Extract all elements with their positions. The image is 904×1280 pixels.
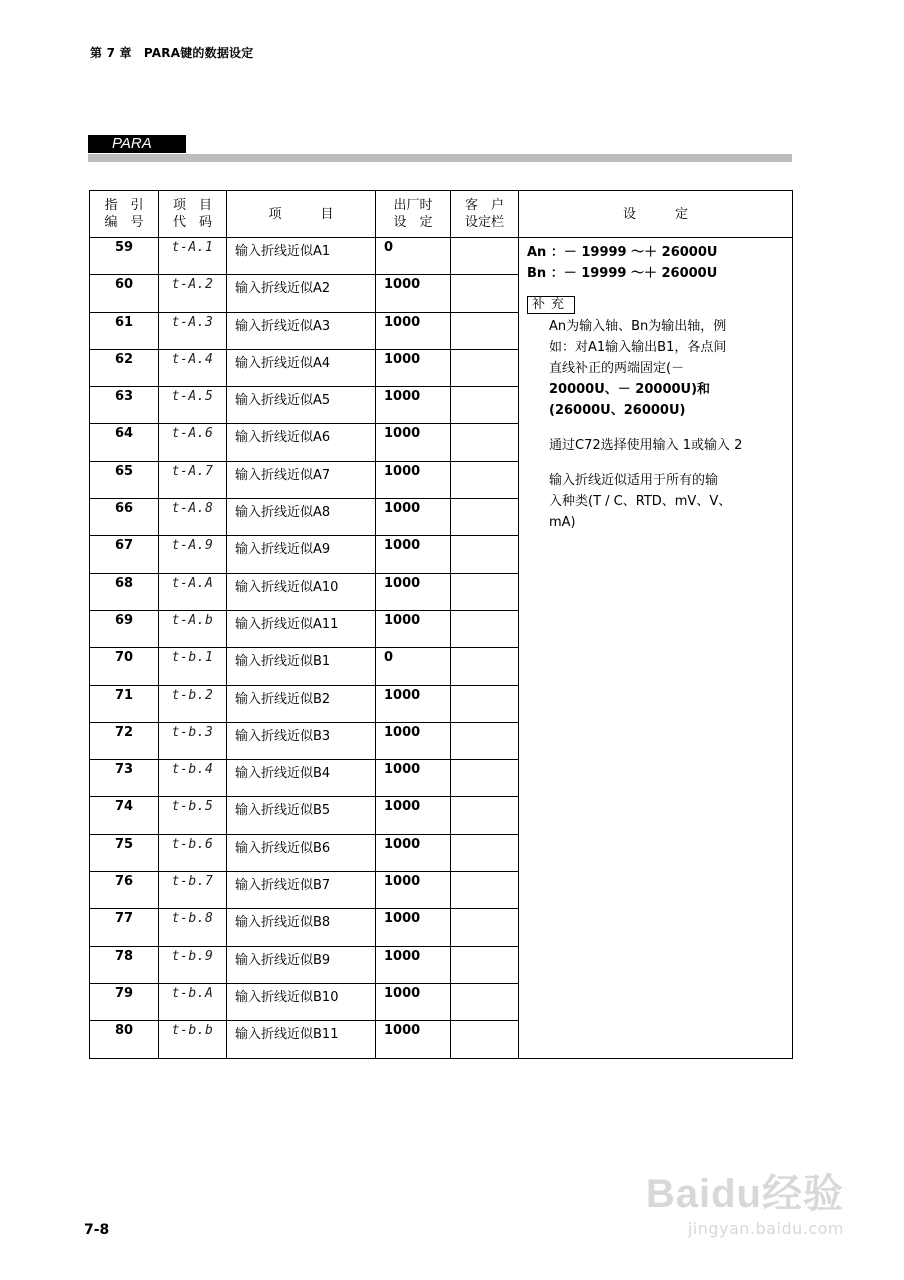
code-cell: t-A.2 — [159, 275, 227, 312]
col-header-code-l1: 项 目 — [172, 198, 212, 213]
index-cell: 66 — [90, 499, 159, 536]
customer-setting-cell — [451, 1021, 519, 1058]
factory-setting-cell: 0 — [376, 238, 451, 275]
watermark — [646, 1162, 844, 1238]
index-cell: 70 — [90, 648, 159, 685]
parameter-table — [89, 190, 793, 1059]
col-header-index — [90, 191, 159, 238]
index-cell: 74 — [90, 797, 159, 834]
customer-setting-cell — [451, 648, 519, 685]
code-cell: t-A.b — [159, 610, 227, 647]
customer-setting-cell — [451, 685, 519, 722]
index-cell: 75 — [90, 834, 159, 871]
index-cell: 79 — [90, 983, 159, 1020]
customer-setting-cell — [451, 760, 519, 797]
code-cell: t-A.4 — [159, 349, 227, 386]
index-cell: 73 — [90, 760, 159, 797]
code-cell: t-A.6 — [159, 424, 227, 461]
factory-setting-cell: 1000 — [376, 872, 451, 909]
applies-line-2: 入种类(T / C、RTD、mV、V、 — [549, 494, 732, 509]
factory-setting-cell: 1000 — [376, 499, 451, 536]
item-name-cell: 输入折线近似A2 — [227, 275, 376, 312]
item-name-cell: 输入折线近似A1 — [227, 238, 376, 275]
spacer — [527, 456, 784, 470]
supp-line-4: 20000U、－ 20000U)和 — [549, 382, 711, 397]
col-header-factory-l2: 设 定 — [393, 215, 433, 230]
item-name-cell: 输入折线近似A7 — [227, 461, 376, 498]
col-header-customer-l2: 设定栏 — [464, 215, 504, 230]
customer-setting-cell — [451, 722, 519, 759]
factory-setting-cell: 1000 — [376, 946, 451, 983]
watermark-url: jingyan.baidu.com — [687, 1219, 844, 1238]
customer-setting-cell — [451, 461, 519, 498]
input-select-note: 通过C72选择使用输入 1或输入 2 — [549, 438, 743, 453]
factory-setting-cell: 1000 — [376, 1021, 451, 1058]
factory-setting-cell: 1000 — [376, 536, 451, 573]
item-name-cell: 输入折线近似B2 — [227, 685, 376, 722]
item-name-cell: 输入折线近似A3 — [227, 312, 376, 349]
customer-setting-cell — [451, 834, 519, 871]
code-cell: t-A.8 — [159, 499, 227, 536]
code-cell: t-A.9 — [159, 536, 227, 573]
item-name-cell: 输入折线近似B8 — [227, 909, 376, 946]
customer-setting-cell — [451, 909, 519, 946]
supp-line-3: 直线补正的两端固定(－ — [549, 361, 685, 376]
spacer — [527, 421, 784, 435]
factory-setting-cell: 1000 — [376, 797, 451, 834]
col-header-code — [159, 191, 227, 238]
code-cell: t-b.6 — [159, 834, 227, 871]
index-cell: 59 — [90, 238, 159, 275]
supp-line-5: (26000U、26000U) — [549, 403, 686, 418]
customer-setting-cell — [451, 536, 519, 573]
customer-setting-cell — [451, 275, 519, 312]
index-cell: 62 — [90, 349, 159, 386]
section-rule — [88, 154, 792, 162]
factory-setting-cell: 1000 — [376, 760, 451, 797]
customer-setting-cell — [451, 872, 519, 909]
factory-setting-cell: 1000 — [376, 424, 451, 461]
an-range: An ：－ 19999 ～＋ 26000U — [527, 245, 718, 260]
index-cell: 76 — [90, 872, 159, 909]
customer-setting-cell — [451, 349, 519, 386]
item-name-cell: 输入折线近似B10 — [227, 983, 376, 1020]
supp-line-1: An为输入轴、Bn为输出轴，例 — [549, 319, 727, 334]
index-cell: 65 — [90, 461, 159, 498]
code-cell: t-b.A — [159, 983, 227, 1020]
supplement-label: 补充 — [527, 296, 575, 314]
code-cell: t-b.5 — [159, 797, 227, 834]
factory-setting-cell: 1000 — [376, 983, 451, 1020]
factory-setting-cell: 1000 — [376, 275, 451, 312]
factory-setting-cell: 1000 — [376, 834, 451, 871]
page-number: 7-8 — [84, 1222, 110, 1238]
item-name-cell: 输入折线近似A9 — [227, 536, 376, 573]
code-cell: t-b.8 — [159, 909, 227, 946]
col-header-factory — [376, 191, 451, 238]
customer-setting-cell — [451, 983, 519, 1020]
index-cell: 80 — [90, 1021, 159, 1058]
col-header-index-l2: 编 号 — [104, 215, 144, 230]
index-cell: 60 — [90, 275, 159, 312]
code-cell: t-b.4 — [159, 760, 227, 797]
factory-setting-cell: 1000 — [376, 610, 451, 647]
index-cell: 68 — [90, 573, 159, 610]
code-cell: t-A.7 — [159, 461, 227, 498]
code-cell: t-b.b — [159, 1021, 227, 1058]
item-name-cell: 输入折线近似B7 — [227, 872, 376, 909]
item-name-cell: 输入折线近似B3 — [227, 722, 376, 759]
code-cell: t-b.2 — [159, 685, 227, 722]
item-name-cell: 输入折线近似B6 — [227, 834, 376, 871]
customer-setting-cell — [451, 238, 519, 275]
item-name-cell: 输入折线近似B5 — [227, 797, 376, 834]
col-header-factory-l1: 出厂时 — [393, 198, 433, 213]
customer-setting-cell — [451, 573, 519, 610]
item-name-cell: 输入折线近似A10 — [227, 573, 376, 610]
bn-range: Bn ：－ 19999 ～＋ 26000U — [527, 266, 718, 281]
col-header-code-l2: 代 码 — [172, 215, 212, 230]
customer-setting-cell — [451, 499, 519, 536]
code-cell: t-A.1 — [159, 238, 227, 275]
code-cell: t-b.9 — [159, 946, 227, 983]
table-header-row — [90, 191, 793, 238]
col-header-customer-l1: 客 户 — [464, 198, 504, 213]
customer-setting-cell — [451, 946, 519, 983]
index-cell: 64 — [90, 424, 159, 461]
factory-setting-cell: 1000 — [376, 909, 451, 946]
code-cell: t-A.3 — [159, 312, 227, 349]
customer-setting-cell — [451, 387, 519, 424]
chapter-header: 第 7 章 PARA键的数据设定 — [90, 46, 254, 60]
factory-setting-cell: 1000 — [376, 461, 451, 498]
factory-setting-cell: 1000 — [376, 349, 451, 386]
item-name-cell: 输入折线近似A6 — [227, 424, 376, 461]
col-header-item: 项 目 — [227, 191, 376, 238]
index-cell: 63 — [90, 387, 159, 424]
factory-setting-cell: 1000 — [376, 573, 451, 610]
factory-setting-cell: 1000 — [376, 722, 451, 759]
item-name-cell: 输入折线近似A5 — [227, 387, 376, 424]
factory-setting-cell: 1000 — [376, 685, 451, 722]
item-name-cell: 输入折线近似A8 — [227, 499, 376, 536]
code-cell: t-b.3 — [159, 722, 227, 759]
col-header-setting: 设 定 — [519, 191, 793, 238]
supp-line-2: 如：对A1输入输出B1，各点间 — [549, 340, 727, 355]
item-name-cell: 输入折线近似A11 — [227, 610, 376, 647]
factory-setting-cell: 1000 — [376, 387, 451, 424]
factory-setting-cell: 1000 — [376, 312, 451, 349]
section-tag: PARA — [88, 135, 186, 153]
item-name-cell: 输入折线近似B4 — [227, 760, 376, 797]
code-cell: t-A.5 — [159, 387, 227, 424]
index-cell: 61 — [90, 312, 159, 349]
index-cell: 71 — [90, 685, 159, 722]
item-name-cell: 输入折线近似B9 — [227, 946, 376, 983]
code-cell: t-b.1 — [159, 648, 227, 685]
index-cell: 67 — [90, 536, 159, 573]
customer-setting-cell — [451, 797, 519, 834]
item-name-cell: 输入折线近似B1 — [227, 648, 376, 685]
code-cell: t-b.7 — [159, 872, 227, 909]
col-header-customer — [451, 191, 519, 238]
table-row — [90, 238, 793, 275]
factory-setting-cell: 0 — [376, 648, 451, 685]
item-name-cell: 输入折线近似A4 — [227, 349, 376, 386]
code-cell: t-A.A — [159, 573, 227, 610]
applies-line-1: 输入折线近似适用于所有的输 — [549, 473, 719, 488]
index-cell: 72 — [90, 722, 159, 759]
index-cell: 78 — [90, 946, 159, 983]
applies-line-3: mA) — [549, 515, 576, 530]
index-cell: 77 — [90, 909, 159, 946]
index-cell: 69 — [90, 610, 159, 647]
customer-setting-cell — [451, 424, 519, 461]
watermark-logo: Baidu经验 — [645, 1172, 844, 1216]
item-name-cell: 输入折线近似B11 — [227, 1021, 376, 1058]
setting-description-cell — [519, 238, 793, 1059]
col-header-index-l1: 指 引 — [104, 198, 144, 213]
customer-setting-cell — [451, 312, 519, 349]
customer-setting-cell — [451, 610, 519, 647]
